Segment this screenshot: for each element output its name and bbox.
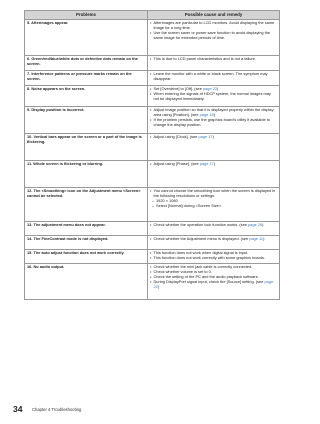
remedy-text-tail: ): [157, 283, 160, 289]
remedy-list: [150, 265, 277, 290]
problem-cell: 15. The auto adjust function does not work correctly.: [25, 250, 148, 264]
remedy-text: Leave the monitor with a white or black screen. The symptom may disappear.: [153, 71, 268, 81]
chapter-title: Chapter 4 Troubleshooting: [32, 406, 82, 412]
page-reference-link[interactable]: page 17: [199, 161, 214, 166]
remedy-text: Check whether the operation lock function works. (see: [153, 222, 249, 227]
table-row: [25, 236, 280, 250]
problem-cell: 10. Vertical bars appear on the screen or a part of the image is flickering.: [25, 134, 148, 161]
remedy-text: During DisplayPort signal input, check the [Source] setting. (see: [153, 278, 265, 284]
remedy-item: [150, 162, 277, 167]
troubleshooting-page: [24, 10, 279, 300]
remedy-text: Check whether volume is set to 0.: [153, 268, 212, 274]
remedy-text: You cannot choose the smoothing icon when the screen is displayed in the following resolutions or settings.: [153, 188, 276, 198]
remedy-text: Check the setting of the PC and the audio playback software.: [153, 273, 259, 279]
troubleshooting-table: [24, 10, 280, 300]
remedy-item: [150, 256, 277, 261]
table-row: [25, 71, 280, 86]
remedy-cell: [148, 56, 280, 71]
table-row: [25, 86, 280, 107]
page-reference-link[interactable]: page 18: [199, 111, 214, 117]
remedy-text: Adjust using [Clock]. (see: [153, 134, 199, 139]
remedy-list: [150, 251, 277, 261]
table-row: [25, 20, 280, 56]
remedy-cell: [148, 161, 280, 188]
remedy-item: [150, 204, 277, 209]
remedy-text: Adjust using [Phase]. (see: [153, 161, 200, 166]
remedy-cell: [148, 86, 280, 107]
table-body: [25, 20, 280, 300]
remedy-item: [150, 31, 277, 41]
remedy-text: Afterimages are particular to LCD monitors. Avoid displaying the same image for a long time.: [153, 20, 275, 30]
remedy-text-tail: ): [262, 222, 264, 227]
remedy-text-tail: ): [213, 111, 215, 117]
page-footer: [13, 404, 283, 414]
remedy-text: This is due to LCD panel characteristics and is not a failure.: [153, 56, 257, 61]
problem-cell: 12. The <Smoothing> icon on the Adjustment menu <Screen> cannot be selected.: [25, 188, 148, 222]
table-row: [25, 134, 280, 161]
problem-cell: 16. No audio output.: [25, 264, 148, 300]
table-row: [25, 250, 280, 264]
remedy-cell: [148, 20, 280, 56]
remedy-item: [150, 135, 277, 140]
remedy-text: This function does not work when digital signal is input.: [153, 250, 249, 255]
problem-cell: 9. Display position is incorrect.: [25, 107, 148, 134]
remedy-cell: [148, 134, 280, 161]
remedy-text: When entering the signals of HDCP system, the normal images may not be displayed immediately.: [153, 90, 271, 101]
table-row: [25, 161, 280, 188]
remedy-list: [150, 223, 277, 228]
remedy-cell: [148, 222, 280, 236]
page-reference-link[interactable]: page 17: [198, 134, 213, 139]
page-reference-link[interactable]: page 22: [153, 278, 274, 289]
remedy-item: [150, 92, 277, 102]
remedy-text: Adjust image position so that it is displayed properly within the display area using [Position]. (see: [153, 107, 274, 117]
remedy-cell: [148, 107, 280, 134]
remedy-cell: [148, 71, 280, 86]
remedy-list: [150, 108, 277, 128]
header-remedy: Possible cause and remedy: [148, 11, 280, 20]
remedy-text: This function does not work correctly with some graphics boards.: [153, 254, 266, 260]
remedy-cell: [148, 250, 280, 264]
remedy-cell: [148, 264, 280, 300]
remedy-list: [150, 87, 277, 102]
table-row: [25, 56, 280, 71]
table-row: [25, 188, 280, 222]
table-row: [25, 107, 280, 134]
problem-cell: 6. Green/red/blue/white dots or defective dots remain on the screen.: [25, 56, 148, 71]
remedy-text: Use the screen saver or power save function to avoid displaying the same image for extended periods of time.: [153, 29, 271, 40]
problem-cell: 13. The adjustment menu does not appear.: [25, 222, 148, 236]
remedy-item: [150, 223, 277, 228]
problem-cell: 7. Interference patterns or pressure marks remain on the screen.: [25, 71, 148, 86]
remedy-cell: [148, 236, 280, 250]
remedy-list: [150, 57, 277, 62]
problem-cell: 14. The FineContrast mode is not displayed.: [25, 236, 148, 250]
remedy-text: 1920 × 1080: [156, 197, 178, 203]
remedy-list: [150, 21, 277, 41]
problem-cell: 11. Whole screen is flickering or blurring.: [25, 161, 148, 188]
remedy-list: [150, 72, 277, 82]
remedy-text-tail: ): [212, 134, 214, 139]
remedy-text: If the problem persists, use the graphics board's utility if available to change the display position.: [153, 116, 270, 127]
page-reference-link[interactable]: page 22: [202, 86, 218, 91]
problem-cell: 8. Noise appears on the screen.: [25, 86, 148, 107]
remedy-cell: [148, 188, 280, 222]
remedy-item: [150, 118, 277, 128]
remedy-list: [150, 237, 277, 242]
remedy-text: Set [Overdrive] to [Off]. (see: [153, 86, 203, 91]
remedy-item: [150, 280, 277, 290]
remedy-text-tail: ): [263, 236, 265, 241]
page-reference-link[interactable]: page 11: [249, 236, 264, 241]
table-row: [25, 264, 280, 300]
problem-cell: 5. Afterimages appear.: [25, 20, 148, 56]
table-row: [25, 222, 280, 236]
remedy-text-tail: ): [217, 86, 219, 91]
page-reference-link[interactable]: page 26: [248, 222, 263, 227]
page-number: 34: [13, 404, 23, 414]
remedy-list: [150, 189, 277, 209]
header-problems: Problems: [25, 11, 148, 20]
table-header-row: [25, 11, 280, 20]
remedy-list: [150, 162, 277, 167]
remedy-list: [150, 135, 277, 140]
remedy-text-tail: ): [213, 161, 216, 166]
remedy-item: [150, 57, 277, 62]
remedy-text: Select [Normal] during <Screen Size>.: [156, 202, 223, 208]
remedy-text: Check whether the Adjustment menu is displayed. (see: [153, 236, 250, 241]
remedy-text: Check whether the mini jack cable is correctly connected.: [153, 264, 253, 269]
remedy-item: [150, 72, 277, 82]
remedy-item: [150, 237, 277, 242]
